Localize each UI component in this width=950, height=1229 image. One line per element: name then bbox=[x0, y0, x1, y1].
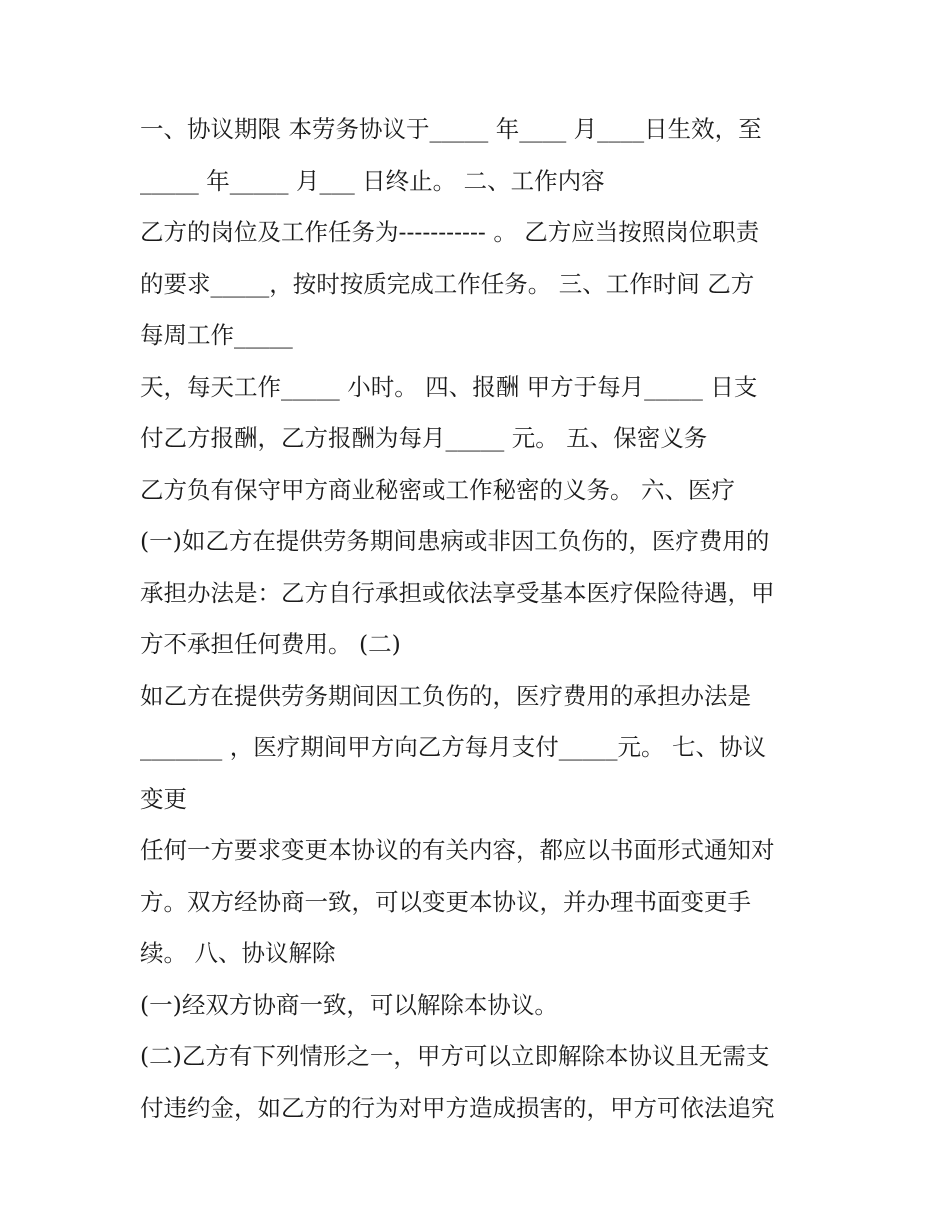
text-line: 任何一方要求变更本协议的有关内容，都应以书面形式通知对 bbox=[140, 836, 775, 864]
text-line: 乙方的岗位及工作任务为----------- 。 乙方应当按照岗位职责 bbox=[140, 218, 760, 246]
text-line: 乙方负有保守甲方商业秘密或工作秘密的义务。 六、医疗 bbox=[140, 475, 735, 504]
text-line: _____ 年_____ 月___ 日终止。 二、工作内容 bbox=[140, 166, 605, 195]
text-line: _______ ，医疗期间甲方向乙方每月支付_____元。 七、协议 bbox=[140, 733, 766, 761]
text-line: 承担办法是：乙方自行承担或依法享受基本医疗保险待遇，甲 bbox=[140, 578, 775, 607]
text-line: 变更 bbox=[140, 784, 187, 813]
text-line: 每周工作_____ bbox=[140, 321, 293, 349]
text-line: 付乙方报酬，乙方报酬为每月_____ 元。 五、保密义务 bbox=[140, 424, 708, 452]
text-line: 一、协议期限 本劳务协议于_____ 年____ 月____日生效，至 bbox=[140, 115, 762, 143]
text-line: 方不承担任何费用。 (二) bbox=[140, 630, 401, 658]
text-line: 如乙方在提供劳务期间因工负伤的，医疗费用的承担办法是 bbox=[140, 681, 751, 710]
document-body bbox=[140, 104, 830, 1134]
text-line: 天，每天工作_____ 小时。 四、报酬 甲方于每月_____ 日支 bbox=[140, 372, 758, 401]
text-line: 续。 八、协议解除 bbox=[140, 939, 336, 967]
text-line: (一)如乙方在提供劳务期间患病或非因工负伤的，医疗费用的 bbox=[140, 527, 770, 555]
text-line: (二)乙方有下列情形之一，甲方可以立即解除本协议且无需支 bbox=[140, 1042, 770, 1070]
text-line: 的要求_____，按时按质完成工作任务。 三、工作时间 乙方 bbox=[140, 269, 755, 298]
text-line: (一)经双方协商一致，可以解除本协议。 bbox=[140, 990, 558, 1019]
text-line: 付违约金，如乙方的行为对甲方造成损害的，甲方可依法追究 bbox=[140, 1093, 775, 1122]
text-line: 方。双方经协商一致，可以变更本协议，并办理书面变更手 bbox=[140, 887, 751, 916]
